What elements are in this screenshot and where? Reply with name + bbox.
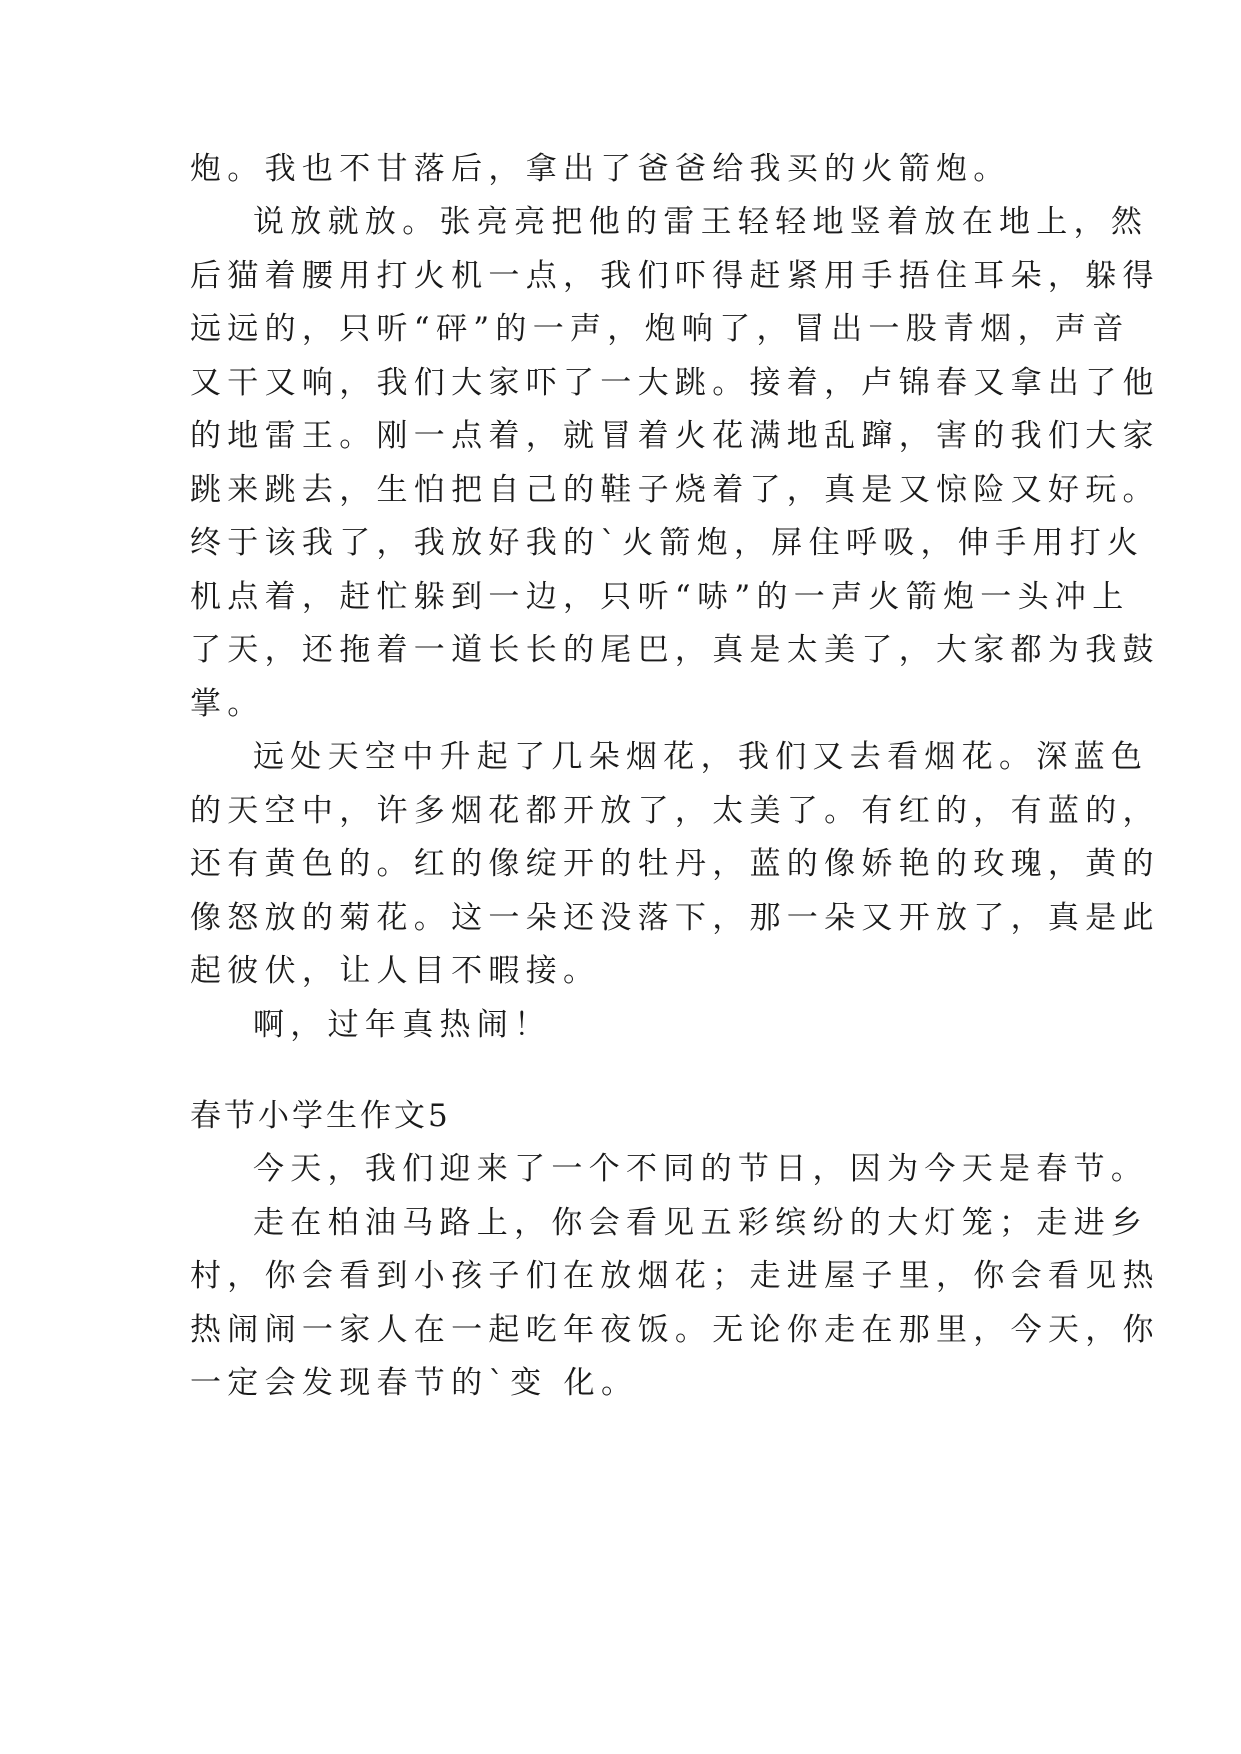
paragraph-line: 说放就放。张亮亮把他的雷王轻轻地竖着放在地上，然 xyxy=(253,204,1149,240)
paragraph-line: 机点着，赶忙躲到一边，只听“哧”的一声火箭炮一头冲上 xyxy=(190,579,1130,615)
paragraph-line: 终于该我了，我放好我的`火箭炮，屏住呼吸，伸手用打火 xyxy=(190,525,1145,561)
paragraph-line: 村，你会看到小孩子们在放烟花；走进屋子里，你会看见热 xyxy=(190,1258,1160,1294)
paragraph-line: 一定会发现春节的`变 化。 xyxy=(190,1365,639,1401)
paragraph-line: 了天，还拖着一道长长的尾巴，真是太美了，大家都为我鼓 xyxy=(190,632,1160,668)
paragraph-line: 起彼伏，让人目不暇接。 xyxy=(190,953,601,989)
paragraph-line: 啊，过年真热闹！ xyxy=(253,1007,552,1043)
paragraph-line: 热闹闹一家人在一起吃年夜饭。无论你走在那里，今天，你 xyxy=(190,1312,1160,1348)
paragraph-line: 远处天空中升起了几朵烟花，我们又去看烟花。深蓝色 xyxy=(253,739,1149,775)
paragraph-line: 又干又响，我们大家吓了一大跳。接着，卢锦春又拿出了他 xyxy=(190,365,1160,401)
paragraph-line: 走在柏油马路上，你会看见五彩缤纷的大灯笼；走进乡 xyxy=(253,1205,1149,1241)
paragraph-line: 今天，我们迎来了一个不同的节日，因为今天是春节。 xyxy=(253,1151,1149,1187)
paragraph-line: 炮。我也不甘落后，拿出了爸爸给我买的火箭炮。 xyxy=(190,151,1011,187)
paragraph-line: 像怒放的菊花。这一朵还没落下，那一朵又开放了，真是此 xyxy=(190,900,1160,936)
paragraph-line: 远远的，只听“砰”的一声，炮响了，冒出一股青烟，声音 xyxy=(190,311,1130,347)
paragraph-line: 还有黄色的。红的像绽开的牡丹，蓝的像娇艳的玫瑰，黄的 xyxy=(190,846,1160,882)
paragraph-line: 跳来跳去，生怕把自己的鞋子烧着了，真是又惊险又好玩。 xyxy=(190,472,1160,508)
paragraph-line: 的地雷王。刚一点着，就冒着火花满地乱蹿，害的我们大家 xyxy=(190,418,1160,454)
paragraph-line: 掌。 xyxy=(190,686,265,722)
paragraph-line: 的天空中，许多烟花都开放了，太美了。有红的，有蓝的， xyxy=(190,793,1160,829)
paragraph-line: 后猫着腰用打火机一点，我们吓得赶紧用手捂住耳朵，躲得 xyxy=(190,258,1160,294)
section-heading: 春节小学生作文5 xyxy=(190,1098,451,1134)
